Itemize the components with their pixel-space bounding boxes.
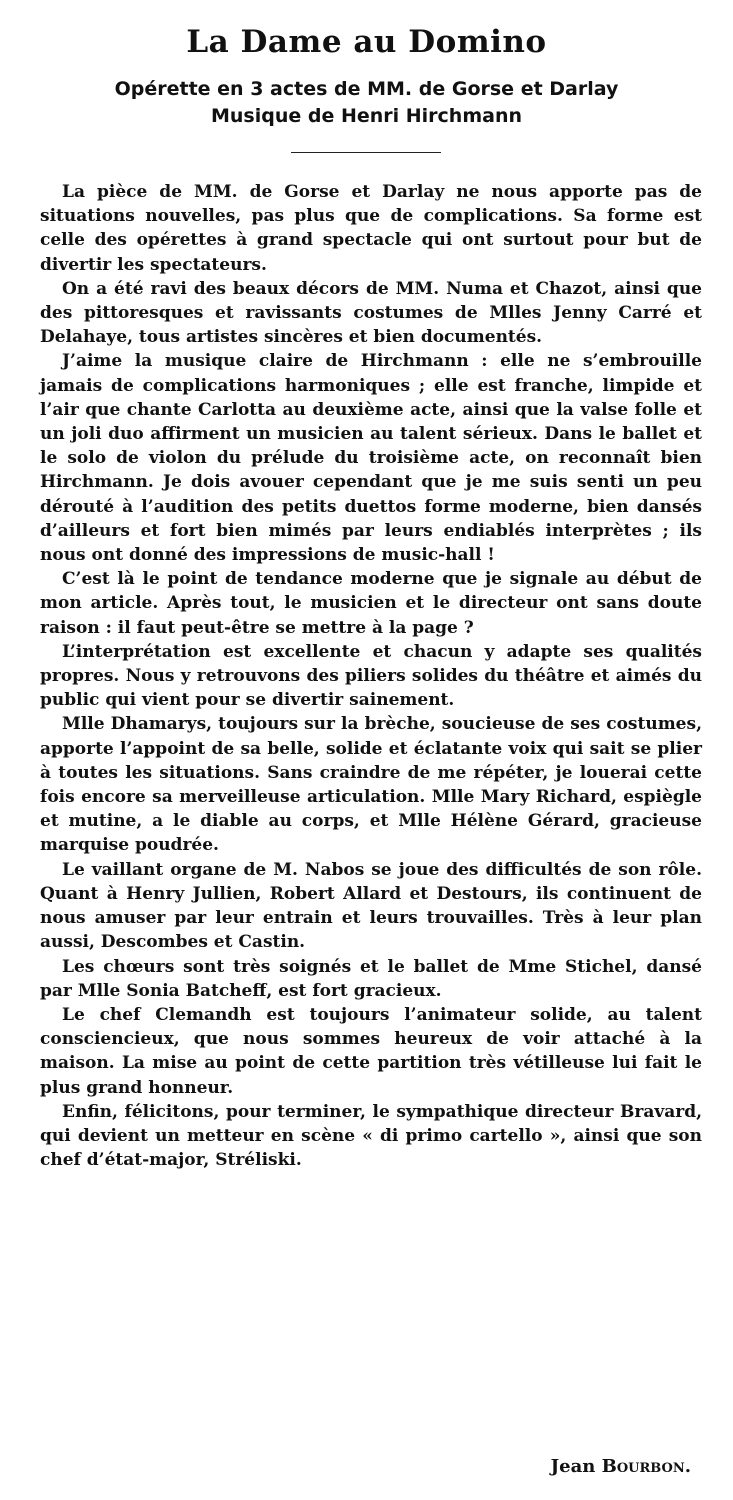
paragraph-10: Enfin, félicitons, pour terminer, le sympathique directeur Bravard, qui devient un metteur en scène « di primo cartello », ainsi que son chef d’état-major, Stréliski. <box>40 1101 702 1171</box>
paragraph-3: J’aime la musique claire de Hirchmann : elle ne s’embrouille jamais de complications harmoniques ; elle est franche, limpide et l’air que chante Carlotta au deuxième acte, ainsi que la valse folle et un joli duo affirment un musicien au talent sérieux. Dans le ballet et le solo de violon du prélude du troisième acte, on reconnaît bien Hirchmann. Je dois avouer cependant que je me suis senti un peu dérouté à l’audition des petits duettos forme moderne, bien dansés d’ailleurs et fort bien mimés par leurs endiablés interprètes ; ils nous ont donné des impressions de music-hall ! <box>40 351 702 566</box>
title-divider <box>291 152 441 153</box>
author-signature <box>551 1456 691 1477</box>
paragraph-7: Le vaillant organe de M. Nabos se joue des difficultés de son rôle. Quant à Henry Jullien, Robert Allard et Destours, ils continuent de nous amuser par leur entrain et leurs trouvailles. Très à leur plan aussi, Descombes et Castin. <box>40 859 702 953</box>
article-subtitle-credits: Opérette en 3 actes de MM. de Gorse et Darlay <box>114 78 619 100</box>
article-subtitle-music: Musique de Henri Hirchmann <box>210 105 523 127</box>
article-title: La Dame au Domino <box>186 24 547 60</box>
paragraph-2: On a été ravi des beaux décors de MM. Numa et Chazot, ainsi que des pittoresques et ravissants costumes de Mlles Jenny Carré et Delahaye, tous artistes sincères et bien documentés. <box>40 278 702 348</box>
author-first-name: Jean <box>550 1456 596 1477</box>
paragraph-9: Le chef Clemandh est toujours l’animateur solide, au talent consciencieux, que nous sommes heureux de voir attaché à la maison. La mise au point de cette partition très vétilleuse lui fait le plus grand honneur. <box>40 1004 702 1098</box>
paragraph-1: La pièce de MM. de Gorse et Darlay ne nous apporte pas de situations nouvelles, pas plus que de complications. Sa forme est celle des opérettes à grand spectacle qui ont surtout pour but de divertir les spectateurs. <box>40 182 702 275</box>
author-last-name: Bourbon. <box>601 1456 691 1477</box>
paragraph-4: C’est là le point de tendance moderne que je signale au début de mon article. Après tout, le musicien et le directeur ont sans doute raison : il faut peut-être se mettre à la page ? <box>40 569 702 638</box>
article-body <box>40 180 702 1172</box>
paragraph-8: Les chœurs sont très soignés et le ballet de Mme Stichel, dansé par Mlle Sonia Batcheff, est fort gracieux. <box>40 956 702 1001</box>
paragraph-6: Mlle Dhamarys, toujours sur la brèche, soucieuse de ses costumes, apporte l’appoint de sa belle, solide et éclatante voix qui sait se plier à toutes les situations. Sans craindre de me répéter, je louerai cette fois encore sa merveilleuse articulation. Mlle Mary Richard, espiègle et mutine, a le diable au corps, et Mlle Hélène Gérard, gracieuse marquise poudrée. <box>40 714 702 856</box>
paragraph-5: L’interprétation est excellente et chacun y adapte ses qualités propres. Nous y retrouvons des piliers solides du théâtre et aimés du public qui vient pour se divertir sainement. <box>40 641 702 711</box>
